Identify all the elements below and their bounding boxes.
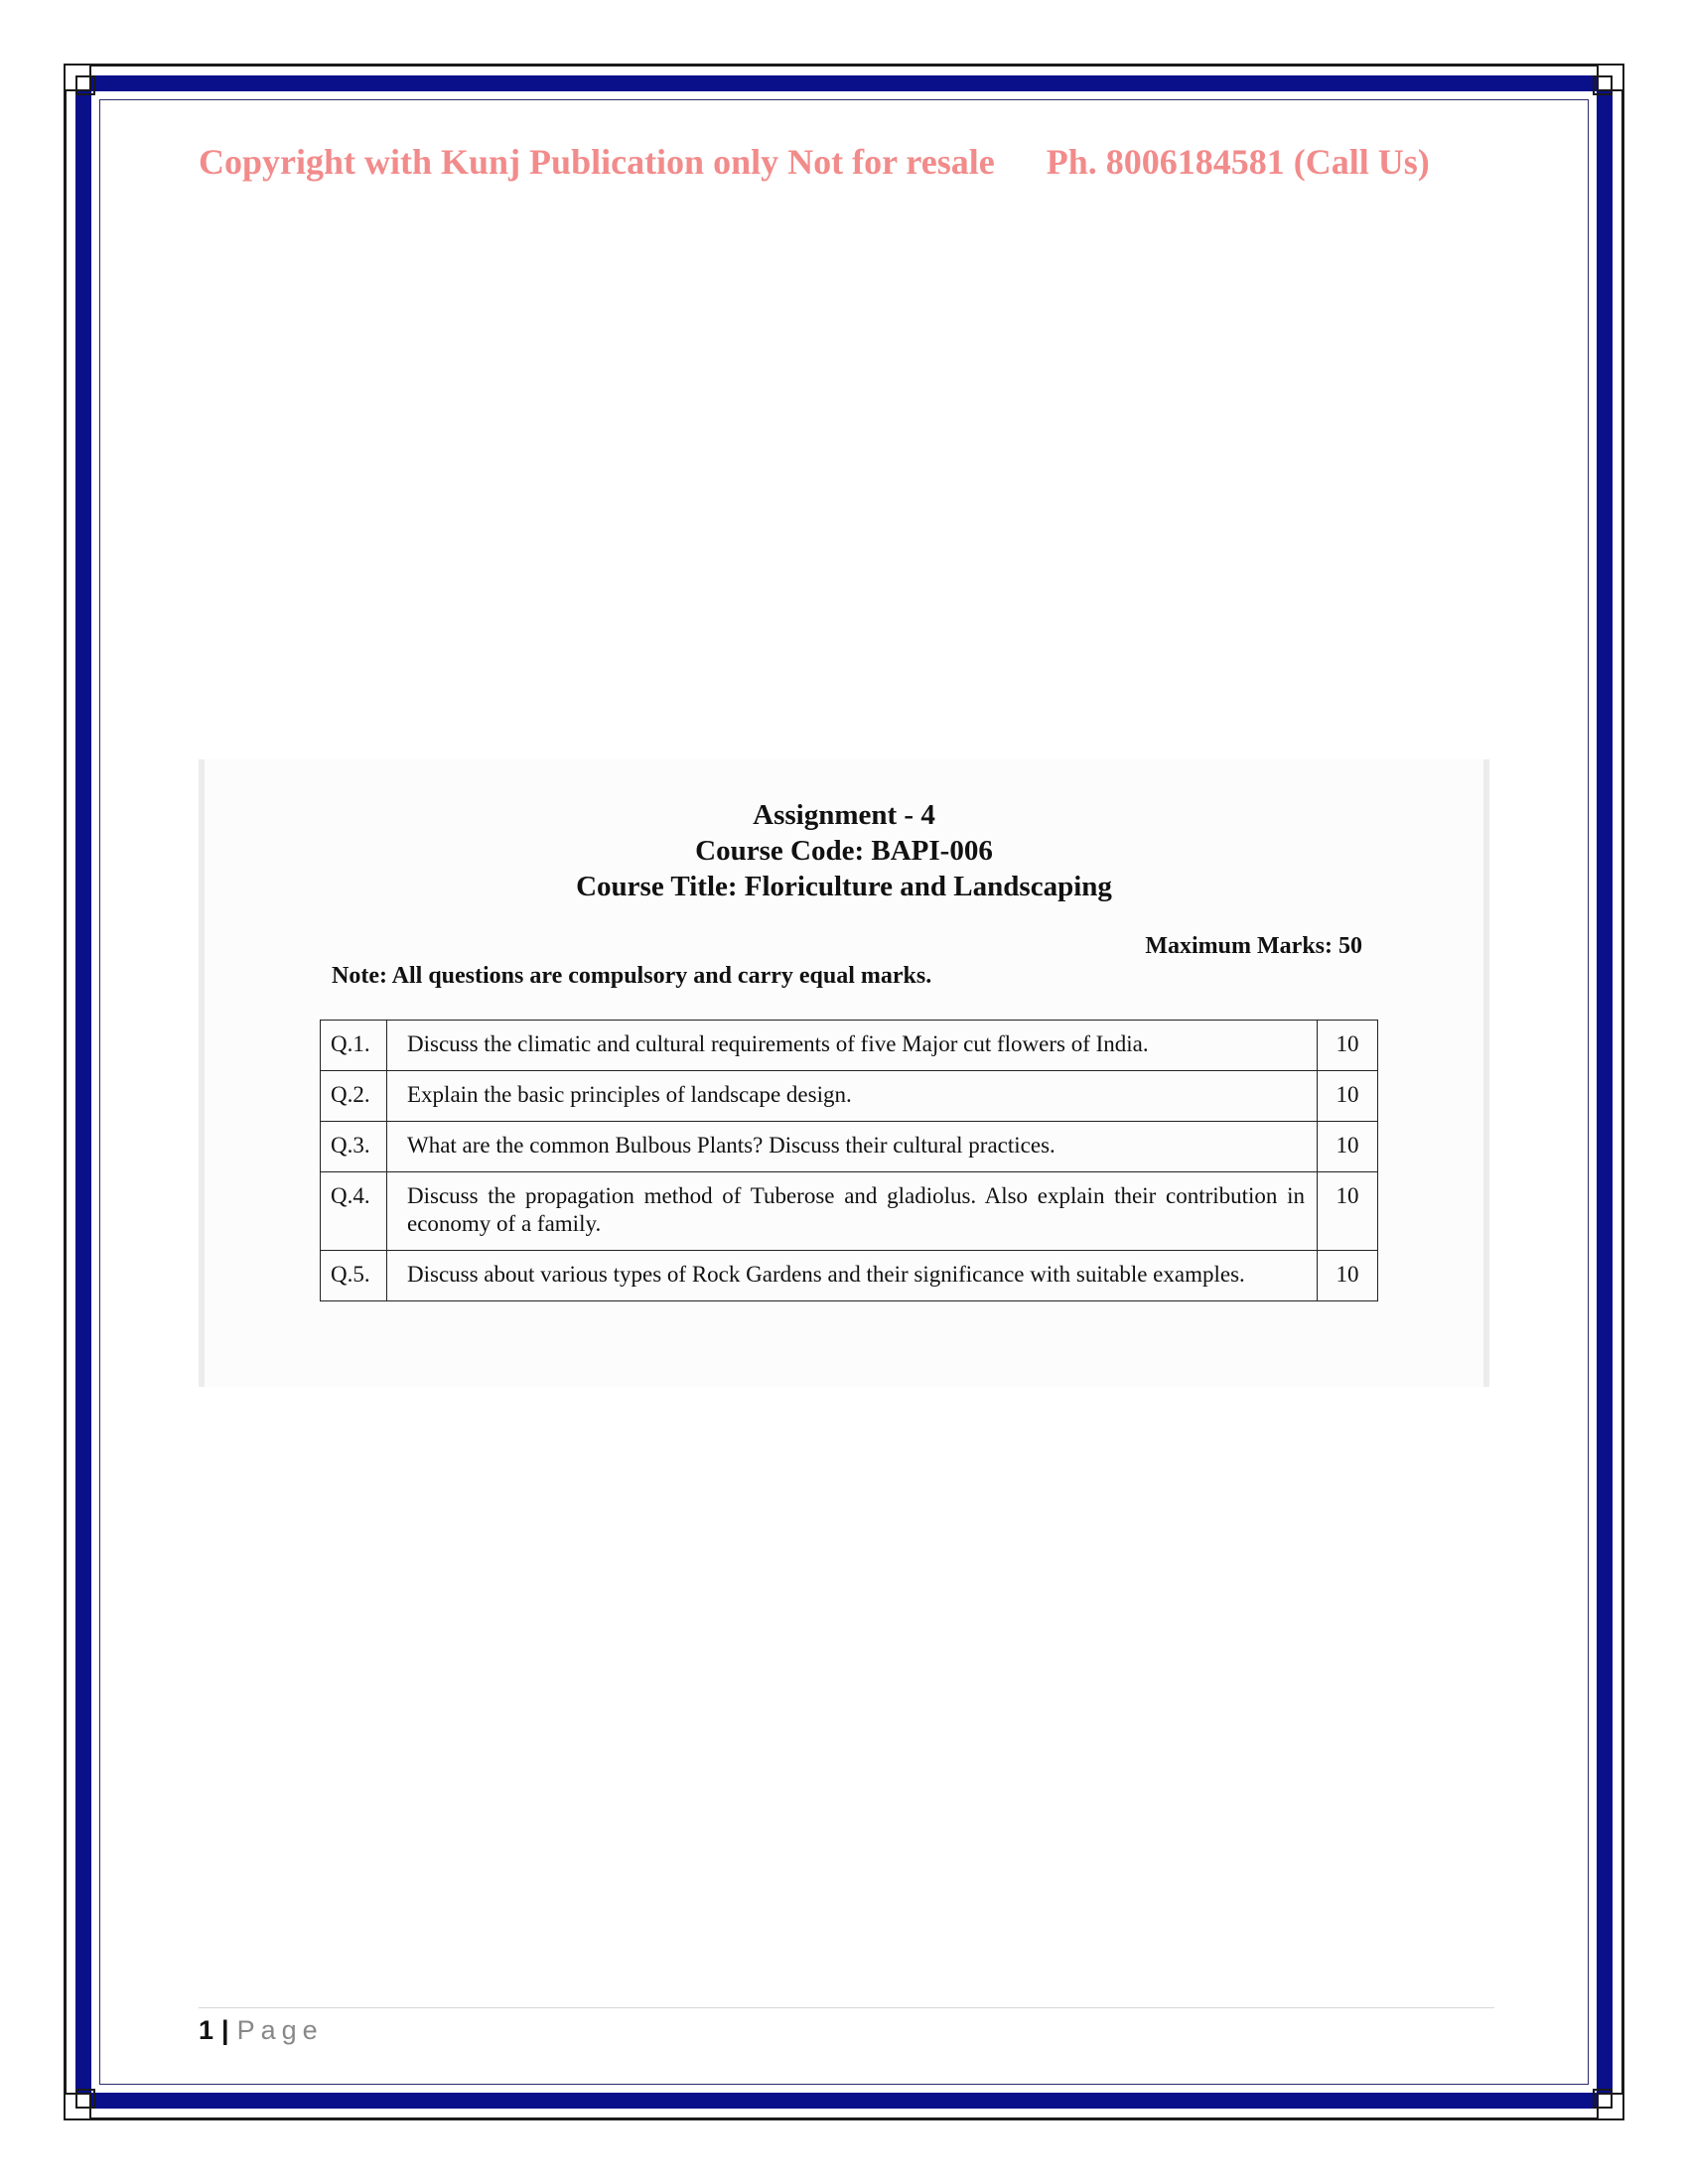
maximum-marks: Maximum Marks: 50 [1145,933,1362,959]
questions-table [320,1020,1378,1301]
course-code: Course Code: BAPI-006 [695,835,993,867]
course-title: Course Title: Floriculture and Landscaping [576,871,1112,902]
border-corner-ornament [1589,2085,1624,2120]
assignment-scan [199,759,1489,1387]
question-number: Q.1. [321,1021,387,1071]
instructions-note: Note: All questions are compulsory and carry equal marks. [332,963,932,989]
table-row [321,1021,1378,1071]
copyright-header [199,141,1489,183]
question-marks: 10 [1318,1071,1378,1122]
assignment-titles [205,797,1483,904]
question-marks: 10 [1318,1251,1378,1301]
table-row [321,1251,1378,1301]
question-marks: 10 [1318,1172,1378,1251]
question-text: Discuss about various types of Rock Gardens and their significance with suitable examples. [387,1251,1318,1301]
footer-divider [199,2007,1494,2008]
question-number: Q.4. [321,1172,387,1251]
contact-phone: Ph. 8006184581 (Call Us) [1046,142,1430,182]
page-footer [199,2015,324,2046]
question-number: Q.5. [321,1251,387,1301]
page-number: 1 [199,2015,214,2045]
question-marks: 10 [1318,1021,1378,1071]
question-text: Explain the basic principles of landscape design. [387,1071,1318,1122]
table-row [321,1122,1378,1172]
table-row [321,1172,1378,1251]
footer-separator: | [221,2015,229,2045]
assignment-title: Assignment - 4 [753,799,935,831]
copyright-notice: Copyright with Kunj Publication only Not for resale [199,142,995,182]
border-corner-ornament [1589,64,1624,99]
border-corner-ornament [64,64,99,99]
question-number: Q.2. [321,1071,387,1122]
question-text: Discuss the propagation method of Tuberose and gladiolus. Also explain their contribution in economy of a family. [387,1172,1318,1251]
border-corner-ornament [64,2085,99,2120]
table-row [321,1071,1378,1122]
page-label: Page [236,2015,324,2045]
question-text: What are the common Bulbous Plants? Discuss their cultural practices. [387,1122,1318,1172]
question-marks: 10 [1318,1122,1378,1172]
question-text: Discuss the climatic and cultural requirements of five Major cut flowers of India. [387,1021,1318,1071]
question-number: Q.3. [321,1122,387,1172]
